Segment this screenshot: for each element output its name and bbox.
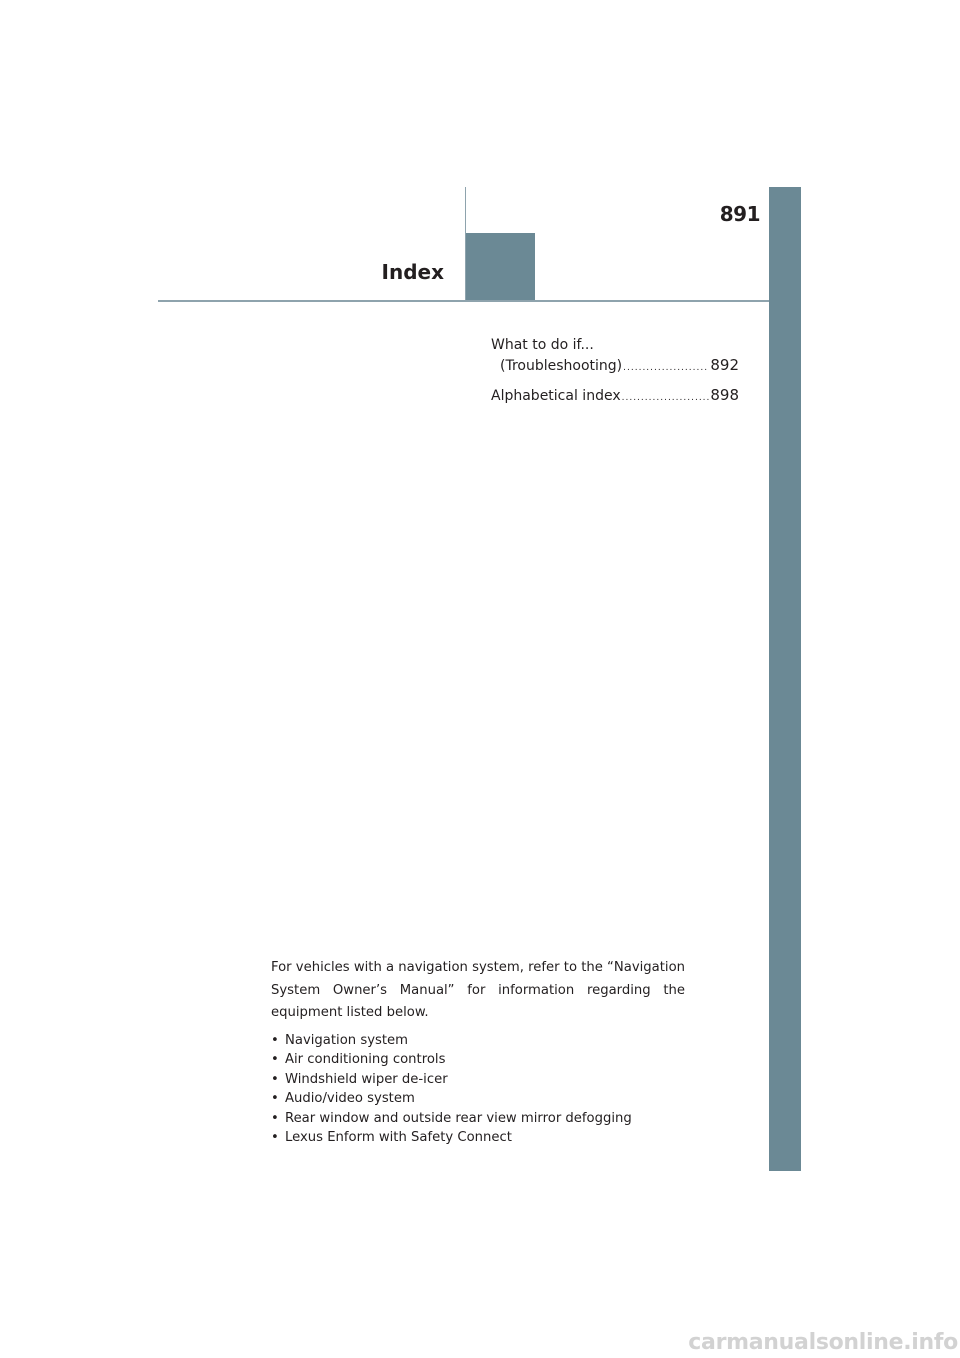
bullet-glyph: • [271,1071,279,1087]
list-item: • Windshield wiper de-icer [271,1070,685,1090]
toc-entry-title: Alphabetical index [491,388,621,404]
bullet-glyph: • [271,1032,279,1048]
note-paragraph: For vehicles with a navigation system, refer to the “Navigation System Owner’s Manual” for information regarding the equipment listed below. [271,960,685,1020]
bullet-glyph: • [271,1052,279,1067]
bullet-glyph: • [271,1091,279,1106]
toc-entry-troubleshooting[interactable] [491,335,739,378]
navigation-note [271,957,685,1148]
list-item: • Lexus Enform with Safety Connect [271,1128,685,1148]
bullet-glyph: • [271,1110,279,1126]
toc-page-number: 892 [710,356,739,374]
toc-entry-title: What to do if... [491,337,594,353]
side-chapter-tab [769,187,801,1171]
equipment-list [271,1031,685,1148]
page-number: 891 [719,202,760,226]
toc-leader-dots [622,388,710,408]
list-item: • Air conditioning controls [271,1050,685,1070]
toc-entry-subtitle: (Troubleshooting) [500,358,623,374]
list-item: • Navigation system [271,1031,685,1051]
watermark: carmanualsonline.info [688,1330,958,1355]
header-accent-block [466,233,535,301]
section-title: Index [381,260,444,284]
list-item: • Audio/video system [271,1089,685,1109]
list-item: • Rear window and outside rear view mirror defogging [271,1109,685,1129]
toc-page-number: 898 [710,386,739,404]
table-of-contents [491,335,739,415]
toc-leader-dots [623,358,709,378]
bullet-glyph: • [271,1130,279,1145]
toc-entry-alphabetical-index[interactable] [491,385,739,408]
header-rule [158,300,769,302]
